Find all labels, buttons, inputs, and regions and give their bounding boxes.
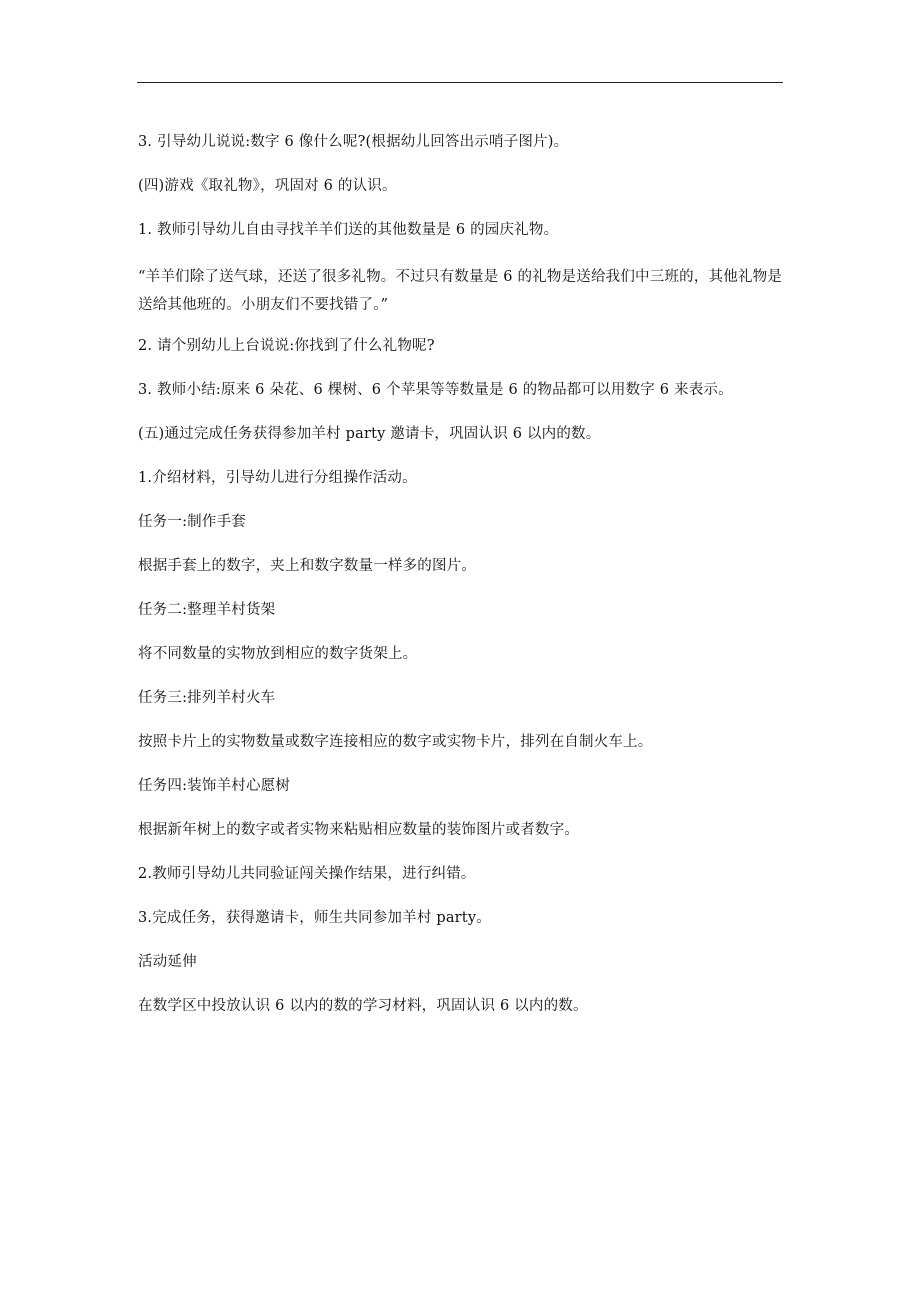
task-description: 根据手套上的数字，夹上和数字数量一样多的图片。 bbox=[138, 558, 477, 574]
paragraph: 2. 请个别幼儿上台说说:你找到了什么礼物呢? bbox=[138, 338, 435, 354]
task-description: 根据新年树上的数字或者实物来粘贴相应数量的装饰图片或者数字。 bbox=[138, 822, 579, 838]
header-rule bbox=[137, 82, 783, 83]
paragraph: 3. 教师小结:原来 6 朵花、6 棵树、6 个苹果等等数量是 6 的物品都可以用数字 6 来表示。 bbox=[138, 382, 733, 398]
paragraph: 3. 引导幼儿说说:数字 6 像什么呢?(根据幼儿回答出示哨子图片)。 bbox=[138, 134, 569, 150]
section-heading: (四)游戏《取礼物》，巩固对 6 的认识。 bbox=[138, 178, 397, 194]
paragraph: 3.完成任务，获得邀请卡，师生共同参加羊村 party。 bbox=[138, 910, 491, 926]
task-description: 按照卡片上的实物数量或数字连接相应的数字或实物卡片，排列在自制火车上。 bbox=[138, 734, 653, 750]
task-title: 任务一:制作手套 bbox=[138, 514, 246, 530]
paragraph: 在数学区中投放认识 6 以内的数的学习材料，巩固认识 6 以内的数。 bbox=[138, 998, 588, 1014]
section-heading: 活动延伸 bbox=[138, 954, 197, 970]
paragraph: 2.教师引导幼儿共同验证闯关操作结果，进行纠错。 bbox=[138, 866, 476, 882]
paragraph: 1. 教师引导幼儿自由寻找羊羊们送的其他数量是 6 的园庆礼物。 bbox=[138, 222, 559, 238]
section-heading: (五)通过完成任务获得参加羊村 party 邀请卡，巩固认识 6 以内的数。 bbox=[138, 426, 601, 442]
task-description: 将不同数量的实物放到相应的数字货架上。 bbox=[138, 646, 418, 662]
task-title: 任务三:排列羊村火车 bbox=[138, 690, 276, 706]
task-title: 任务四:装饰羊村心愿树 bbox=[138, 778, 291, 794]
task-title: 任务二:整理羊村货架 bbox=[138, 602, 276, 618]
quote-paragraph: “羊羊们除了送气球，还送了很多礼物。不过只有数量是 6 的礼物是送给我们中三班的，其他礼物是送给其他班的。小朋友们不要找错了。” bbox=[138, 269, 783, 313]
document-body bbox=[138, 131, 788, 1039]
paragraph: 1.介绍材料，引导幼儿进行分组操作活动。 bbox=[138, 470, 417, 486]
